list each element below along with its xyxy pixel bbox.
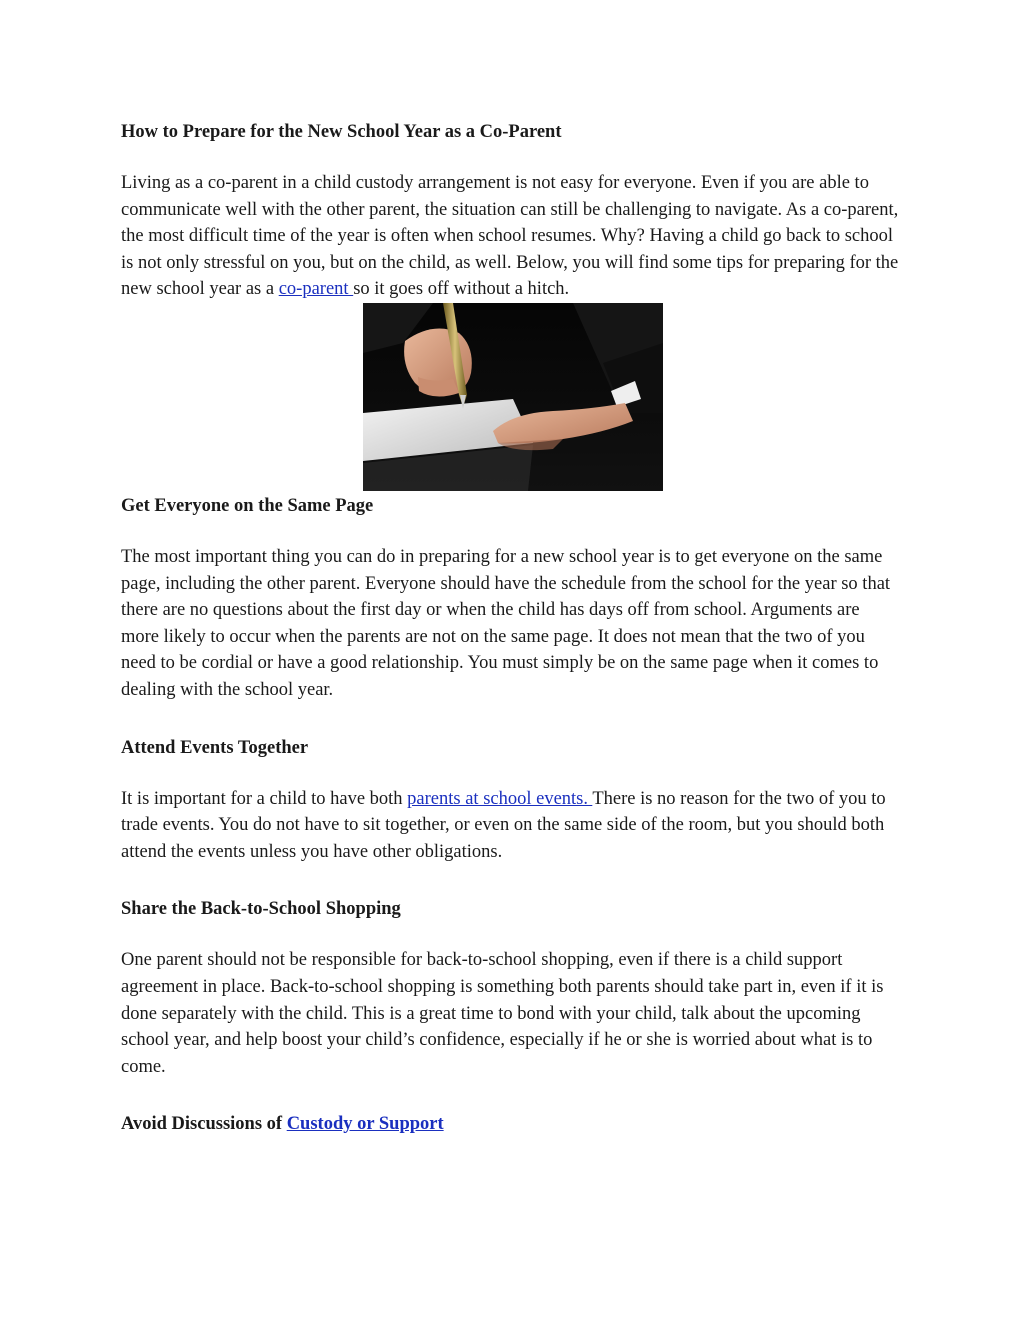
section-paragraph: One parent should not be responsible for back-to-school shopping, even if there is a child support agreement in place. Back-to-school shopping is something both parents should take part in, even if it is done separately with the child. This is a great time to bond with your child, talk about the upcoming school year, and help boost your child’s confidence, especially if he or she is worried about what is to come. [121,950,884,1077]
section-heading: Attend Events Together [121,737,309,758]
custody-or-support-link[interactable]: Custody or Support [286,1114,444,1135]
article-title: How to Prepare for the New School Year as a Co-Parent [121,122,562,142]
intro-text: Living as a co-parent in a child custody arrangement is not easy for everyone. Even if you are able to communicate well with the other parent, the situation can still be challenging to navigate. As a co-parent, the most difficult time of the year is often when school resumes. Why? Having a child go back to school is not only stressful on you, but on the child, as well. Below, you will find some tips for preparing for the new school year as a [121,173,899,300]
section-heading: Get Everyone on the Same Page [121,495,374,516]
section-paragraph [121,786,901,866]
section-text: It is important for a child to have both [121,788,408,809]
section-heading-text: Avoid Discussions of [121,1114,287,1135]
section-heading: Share the Back-to-School Shopping [121,899,401,920]
parents-at-school-events-link[interactable]: parents at school events. [407,788,593,809]
article [121,118,901,1138]
intro-text-end: so it goes off without a hitch. [353,279,570,300]
signing-document-photo [363,303,663,491]
section-heading [121,1110,901,1138]
section-paragraph: The most important thing you can do in preparing for a new school year is to get everyone on the same page, including the other parent. Everyone should have the schedule from the school for the year so that there are no questions about the first day or when the child has days off from school. Arguments are more likely to occur when the parents are not on the same page. It does not mean that the two of you need to be cordial or have a good relationship. You must simply be on the same page when it comes to dealing with the school year. [121,546,891,700]
section-text-end: There is no reason for the two of you to trade events. You do not have to sit together, or even on the same side of the room, but you should both attend the events unless you have other obligations. [121,788,886,862]
intro-paragraph [121,170,901,303]
co-parent-link[interactable]: co-parent [278,279,354,300]
